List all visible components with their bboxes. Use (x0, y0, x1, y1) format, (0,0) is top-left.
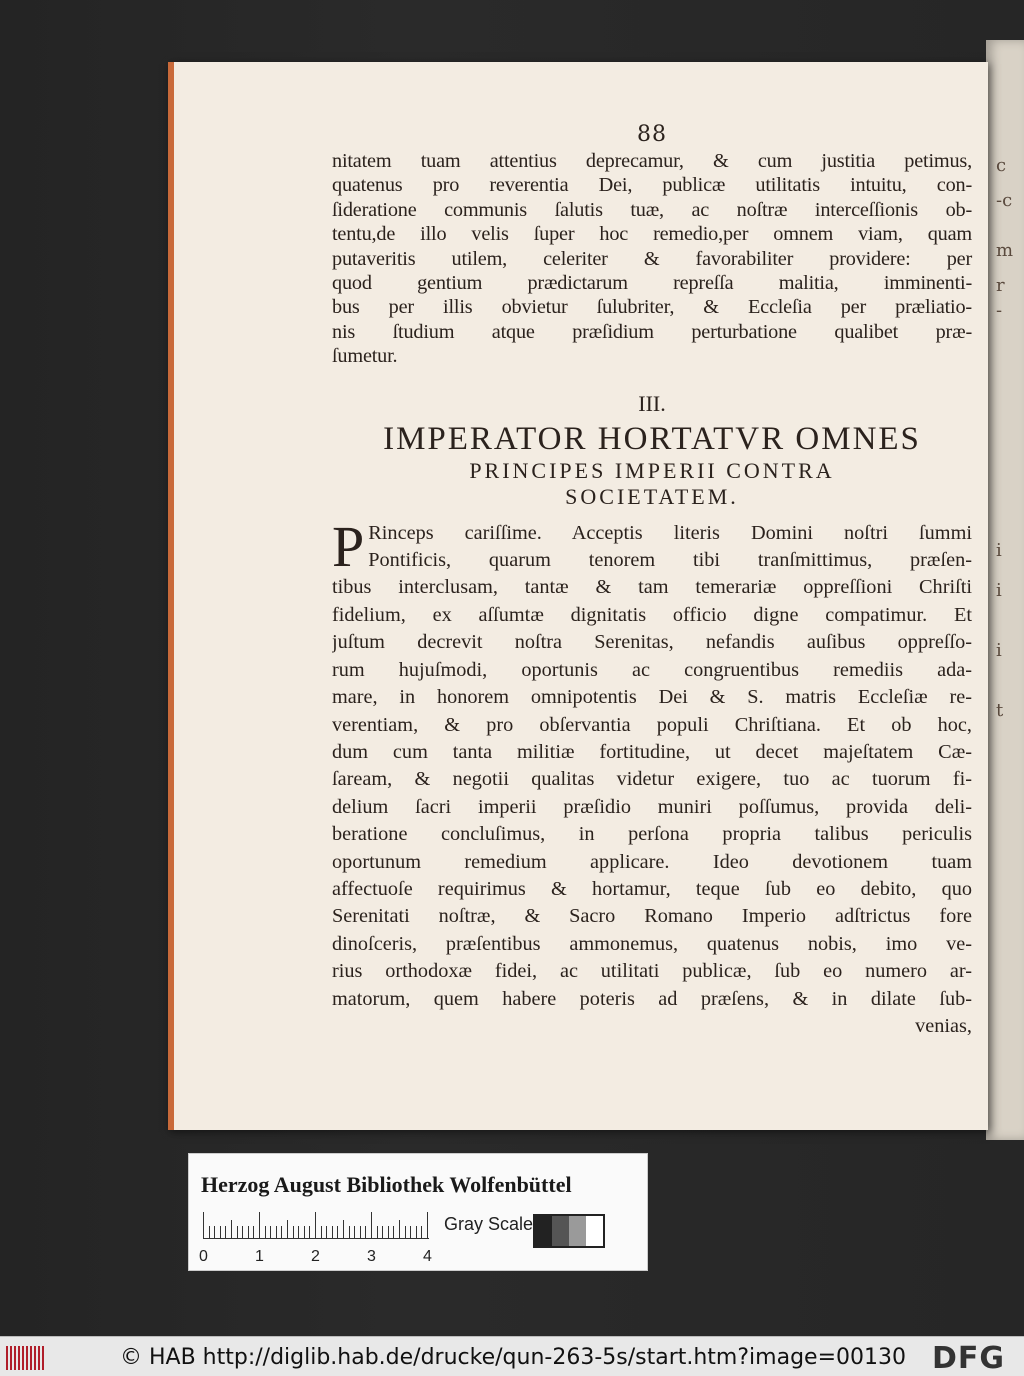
ruler-tick (304, 1226, 305, 1238)
ruler-tick (371, 1212, 372, 1238)
ruler-label: 0 (199, 1248, 208, 1265)
adjacent-page-text: - (996, 300, 1003, 321)
adjacent-page-edge (986, 40, 1024, 1140)
ruler-tick (270, 1226, 271, 1238)
adjacent-page-text: i (996, 640, 1002, 661)
ruler-label: 3 (367, 1248, 376, 1265)
text-line: oportunum remedium applicare. Ideo devotionem tuam (332, 850, 972, 873)
text-line: tibus interclusam, tantæ & tam temerariæ oppreſſioni Chriſti (332, 576, 972, 599)
gray-swatch (569, 1216, 586, 1246)
section-heading-line-2: PRINCIPES IMPERII CONTRA (469, 457, 835, 483)
ruler-tick (321, 1226, 322, 1238)
text-line: ſideratione communis ſalutis tuæ, ac noſtræ interceſſionis ob- (332, 198, 972, 221)
ruler-tick (399, 1220, 400, 1238)
text-line: quatenus pro reverentia Dei, publicæ utilitatis intuitu, con- (332, 174, 972, 197)
adjacent-page-text: t (996, 700, 1004, 721)
text-line: dum cum tanta militiæ fortitudine, ut decet majeſtatem Cæ- (332, 740, 972, 763)
ruler-tick (315, 1212, 316, 1238)
text-line: dinoſceris, præſentibus ammonemus, quatenus nobis, imo ve- (332, 932, 972, 955)
text-line: ſumetur. (332, 345, 398, 368)
ruler-label: 2 (311, 1248, 320, 1265)
ruler-tick (253, 1226, 254, 1238)
gray-swatch (586, 1216, 603, 1246)
ruler-tick (326, 1226, 327, 1238)
ruler-tick (281, 1226, 282, 1238)
text-line: nis ſtudium atque præſidium perturbatione qualibet præ- (332, 320, 972, 343)
adjacent-page-text: r (996, 275, 1005, 296)
ruler-tick (410, 1226, 411, 1238)
text-line: rius orthodoxæ fidei, ac utilitati publicæ, ſub eo numero ar- (332, 960, 972, 983)
ruler-tick (298, 1226, 299, 1238)
adjacent-page-text: -c (996, 190, 1013, 211)
ruler-tick (231, 1220, 232, 1238)
ruler-tick (388, 1226, 389, 1238)
ruler-tick (365, 1226, 366, 1238)
ruler-label: 4 (423, 1248, 432, 1265)
adjacent-page-text: c (996, 155, 1007, 176)
text-line: ſaream, & negotii qualitas videtur exigere, tuo ac tuorum fi- (332, 768, 972, 791)
adjacent-page-text: i (996, 580, 1002, 601)
text-line: Rinceps cariſſime. Acceptis literis Domini noſtri ſummi (368, 521, 972, 544)
scale-ruler (203, 1212, 429, 1238)
ruler-tick (349, 1226, 350, 1238)
color-calibration-card (188, 1153, 648, 1271)
ruler-tick (337, 1226, 338, 1238)
text-line: delium ſacri imperii præſidio muniri poſſumus, provida deli- (332, 795, 972, 818)
ruler-tick (393, 1226, 394, 1238)
ruler-baseline (203, 1238, 429, 1239)
adjacent-page-text: m (996, 240, 1014, 261)
opening-paragraph (332, 149, 972, 369)
text-line: rum hujuſmodi, oportunis ac congruentibus remediis ada- (332, 658, 972, 681)
ruler-label: 1 (255, 1248, 264, 1265)
library-name: Herzog August Bibliothek Wolfenbüttel (201, 1172, 572, 1197)
section-heading-line-1: IMPERATOR HORTATVR OMNES (383, 420, 921, 457)
ruler-tick (293, 1226, 294, 1238)
ruler-tick (287, 1220, 288, 1238)
gray-swatch (535, 1216, 552, 1246)
ruler-tick (220, 1226, 221, 1238)
viewer-footer (0, 1336, 1024, 1376)
ruler-tick (265, 1226, 266, 1238)
drop-cap: P (332, 513, 365, 579)
text-line: quod gentium prædictarum repreſſa malitia, imminenti- (332, 272, 972, 295)
text-line: matorum, quem habere poteris ad præſens, & in dilate ſub- (332, 987, 972, 1010)
text-line: mare, in honorem omnipotentis Dei & S. matris Eccleſiæ re- (332, 686, 972, 709)
text-line: beratione concluſimus, in perſona propria talibus periculis (332, 823, 972, 846)
ruler-tick (309, 1226, 310, 1238)
ruler-tick (203, 1212, 204, 1238)
section-heading-line-3: SOCIETATEM. (565, 483, 739, 509)
ruler-tick (225, 1226, 226, 1238)
ruler-tick (416, 1226, 417, 1238)
ruler-tick (405, 1226, 406, 1238)
ruler-tick (248, 1226, 249, 1238)
text-line: fidelium, ex aſſumtæ dignitatis officio digne compatimur. Et (332, 603, 972, 626)
ruler-tick (421, 1226, 422, 1238)
text-line: juſtum decrevit noſtra Serenitas, nefandis auſibus oppreſſo- (332, 631, 972, 654)
text-line: nitatem tuam attentius deprecamur, & cum justitia petimus, (332, 150, 972, 172)
ruler-tick (332, 1226, 333, 1238)
gray-scale-label: Gray Scale (444, 1214, 534, 1234)
ruler-tick (377, 1226, 378, 1238)
ruler-tick (343, 1220, 344, 1238)
text-line: verentiam, & pro obſervantia populi Chriſtiana. Et ob hoc, (332, 713, 972, 736)
text-line: putaveritis utilem, celeriter & favorabiliter providere: per (332, 247, 972, 270)
gray-scale-swatches (533, 1214, 605, 1248)
text-line: Serenitati noſtræ, & Sacro Romano Imperio adſtrictus fore (332, 905, 972, 928)
ruler-tick (382, 1226, 383, 1238)
ruler-tick (259, 1212, 260, 1238)
ruler-tick (237, 1226, 238, 1238)
dfg-logo: DFG (932, 1341, 1006, 1376)
letter-body (332, 513, 972, 1013)
page-content (332, 122, 972, 1038)
ruler-tick (427, 1212, 428, 1238)
adjacent-page-text: i (996, 540, 1002, 561)
text-line: Pontificis, quarum tenorem tibi tranſmittimus, præſen- (368, 549, 972, 572)
text-line: affectuoſe requirimus & hortamur, teque ſub eo debito, quo (332, 877, 972, 900)
text-line: bus per illis obvietur ſulubriter, & Eccleſia per præliatio- (332, 296, 972, 319)
source-url-text[interactable]: © HAB http://diglib.hab.de/drucke/qun-263-5s/start.htm?image=00130 (120, 1345, 906, 1370)
ruler-tick (354, 1226, 355, 1238)
ruler-tick (360, 1226, 361, 1238)
catchword: venias, (915, 1014, 972, 1037)
section-number: III. (638, 390, 666, 416)
ruler-tick (242, 1226, 243, 1238)
ruler-tick (276, 1226, 277, 1238)
hab-barcode-icon (6, 1346, 46, 1370)
book-page (168, 62, 988, 1130)
ruler-tick (214, 1226, 215, 1238)
page-number: 88 (637, 122, 667, 147)
text-line: tentu,de illo velis ſuper hoc remedio,per omnem viam, quam (332, 223, 972, 246)
ruler-tick (209, 1226, 210, 1238)
gray-swatch (552, 1216, 569, 1246)
